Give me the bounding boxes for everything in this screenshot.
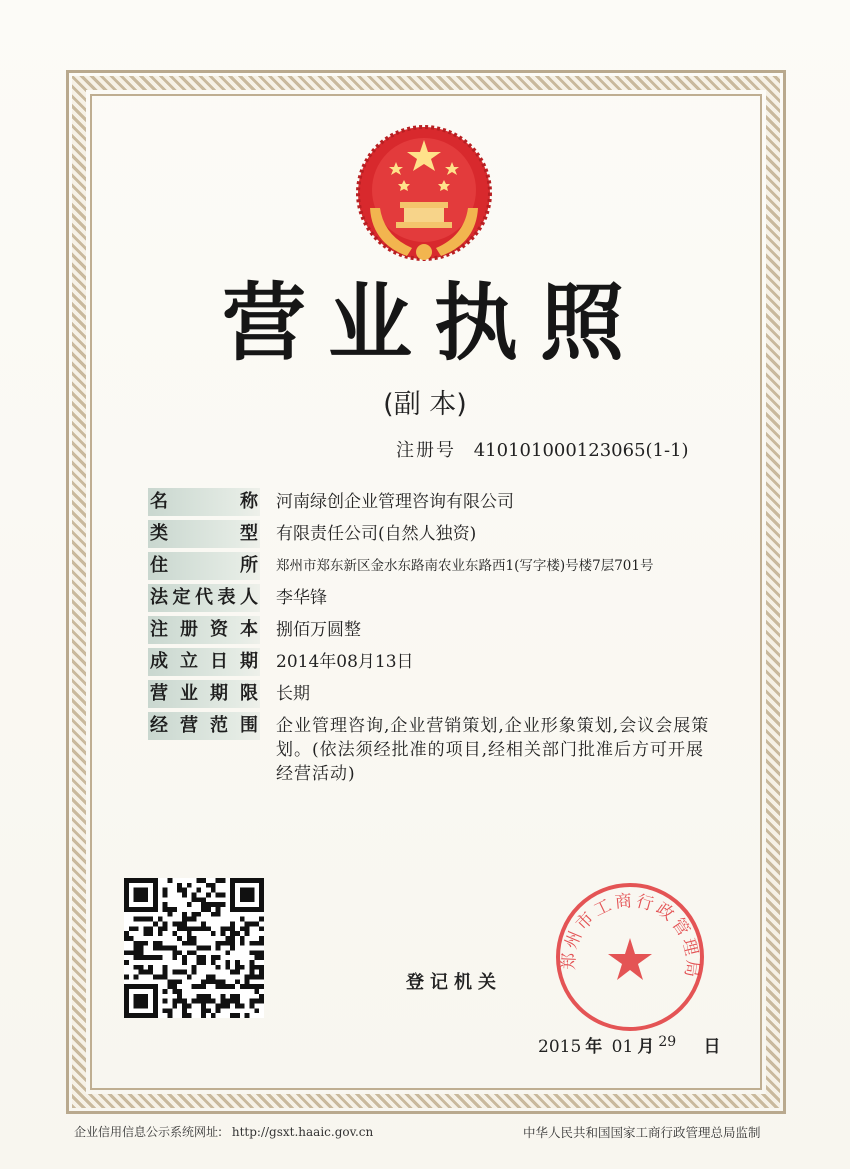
field-label: 营 业 期 限	[148, 680, 260, 708]
field-value: 捌佰万圆整	[276, 620, 361, 640]
field-row-scope	[148, 710, 748, 810]
registration-label: 注册号	[396, 440, 456, 461]
field-label: 注 册 资 本	[148, 616, 260, 644]
field-row-legal-rep	[148, 582, 748, 614]
field-value: 企业管理咨询,企业营销策划,企业形象策划,会议会展策划。(依法须经批准的项目,经相关部门批准后方可开展经营活动)	[276, 716, 710, 784]
registration-value: 410101000123065(1-1)	[473, 440, 689, 461]
footer-website-label: 企业信用信息公示系统网址:	[74, 1125, 223, 1139]
issue-date: 2015 年 01 月 $^{29}$ 日	[538, 1034, 721, 1057]
footer-website	[74, 1123, 373, 1140]
field-label: 名 称	[148, 488, 260, 516]
field-value: 李华锋	[276, 588, 327, 608]
field-row-name	[148, 486, 748, 518]
field-label: 类 型	[148, 520, 260, 548]
field-label: 成 立 日 期	[148, 648, 260, 676]
official-seal-icon	[553, 880, 708, 1035]
field-row-type	[148, 518, 748, 550]
registration-number	[396, 436, 689, 462]
field-value: 2014年08月13日	[276, 652, 414, 672]
field-row-capital	[148, 614, 748, 646]
registration-authority-label: 登记机关	[406, 972, 502, 993]
document-title: 营业执照	[221, 274, 646, 372]
footer-issuer: 中华人民共和国国家工商行政管理总局监制	[523, 1125, 761, 1140]
field-value: 长期	[276, 684, 310, 704]
field-label: 经 营 范 围	[148, 712, 260, 740]
field-value: 郑州市郑东新区金水东路南农业东路西1(写字楼)号楼7层701号	[276, 558, 654, 574]
issue-day: 29	[658, 1034, 677, 1050]
field-row-address	[148, 550, 748, 582]
field-row-established	[148, 646, 748, 678]
national-emblem-icon	[352, 118, 497, 268]
issue-year: 2015	[538, 1037, 582, 1057]
field-label: 住 所	[148, 552, 260, 580]
document-subtitle: (副 本)	[383, 389, 467, 420]
field-row-term	[148, 678, 748, 710]
field-value: 河南绿创企业管理咨询有限公司	[276, 492, 514, 512]
issue-month: 01	[611, 1037, 634, 1057]
field-label: 法 定 代 表 人	[148, 584, 260, 612]
qr-code	[124, 878, 264, 1018]
field-value: 有限责任公司(自然人独资)	[276, 524, 477, 544]
field-table	[148, 486, 748, 810]
footer-website-url[interactable]: http://gsxt.haaic.gov.cn	[231, 1125, 374, 1139]
seal-text: 郑州市工商行政管理局	[559, 890, 703, 982]
